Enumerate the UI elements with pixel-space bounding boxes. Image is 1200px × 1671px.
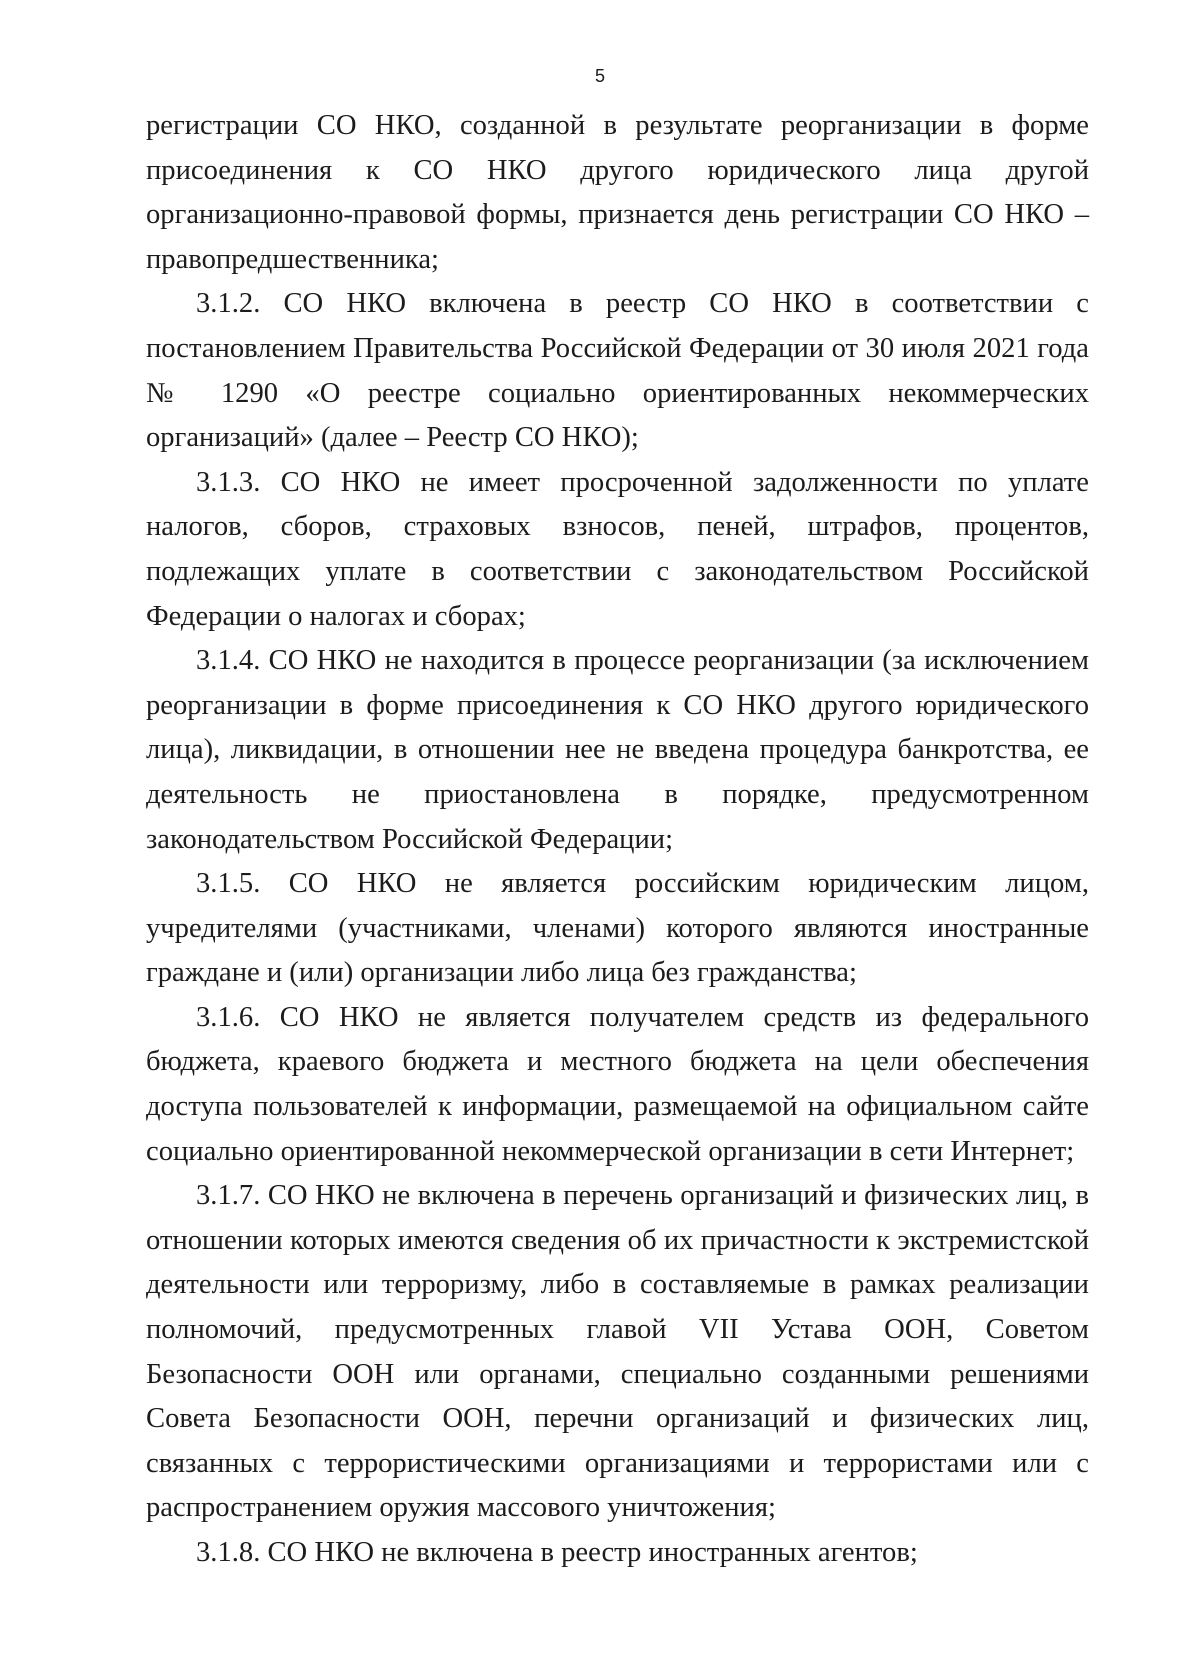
- paragraph-3-1-3: 3.1.3. СО НКО не имеет просроченной задолженности по уплате налогов, сборов, страховых взносов, пеней, штрафов, процентов, подлежащих уплате в соответствии с законодательством Российской Федерации о налогах и сборах;: [146, 466, 1089, 632]
- page-number: 5: [594, 66, 605, 86]
- paragraph-3-1-5: 3.1.5. СО НКО не является российским юридическим лицом, учредителями (участниками, членами) которого являются иностранные граждане и (или) организации либо лица без гражданства;: [146, 868, 1089, 989]
- paragraph-3-1-6: 3.1.6. СО НКО не является получателем средств из федерального бюджета, краевого бюджета и местного бюджета на цели обеспечения доступа пользователей к информации, размещаемой на официальном сайте социально ориентированной некоммерческой организации в сети Интернет;: [146, 1001, 1089, 1167]
- paragraph-continuation: регистрации СО НКО, созданной в результате реорганизации в форме присоединения к СО НКО другого юридического лица другой организационно-правовой формы, признается день регистрации СО НКО – правопредшественника;: [146, 110, 1089, 275]
- paragraph-3-1-7: 3.1.7. СО НКО не включена в перечень организаций и физических лиц, в отношении которых имеются сведения об их причастности к экстремистской деятельности или терроризму, либо в составляемые в рамках реализации полномочий, предусмотренных главой VII Устава ООН, Советом Безопасности ООН или органами, специально созданными решениями Совета Безопасности ООН, перечни организаций и физических лиц, связанных с террористическими организациями и террористами или с распространением оружия массового уничтожения;: [146, 1180, 1089, 1524]
- paragraph-3-1-2: 3.1.2. СО НКО включена в реестр СО НКО в соответствии с постановлением Правительства Российской Федерации от 30 июля 2021 года № 1290 «О реестре социально ориентированных некоммерческих организаций» (далее – Реестр СО НКО);: [146, 288, 1089, 454]
- document-body: [146, 104, 1089, 1576]
- paragraph-3-1-8: 3.1.8. СО НКО не включена в реестр иностранных агентов;: [196, 1537, 918, 1568]
- paragraph-3-1-4: 3.1.4. СО НКО не находится в процессе реорганизации (за исключением реорганизации в форме присоединения к СО НКО другого юридического лица), ликвидации, в отношении нее не введена процедура банкротства, ее деятельность не приостановлена в порядке, предусмотренном законодательством Российской Федерации;: [146, 645, 1089, 855]
